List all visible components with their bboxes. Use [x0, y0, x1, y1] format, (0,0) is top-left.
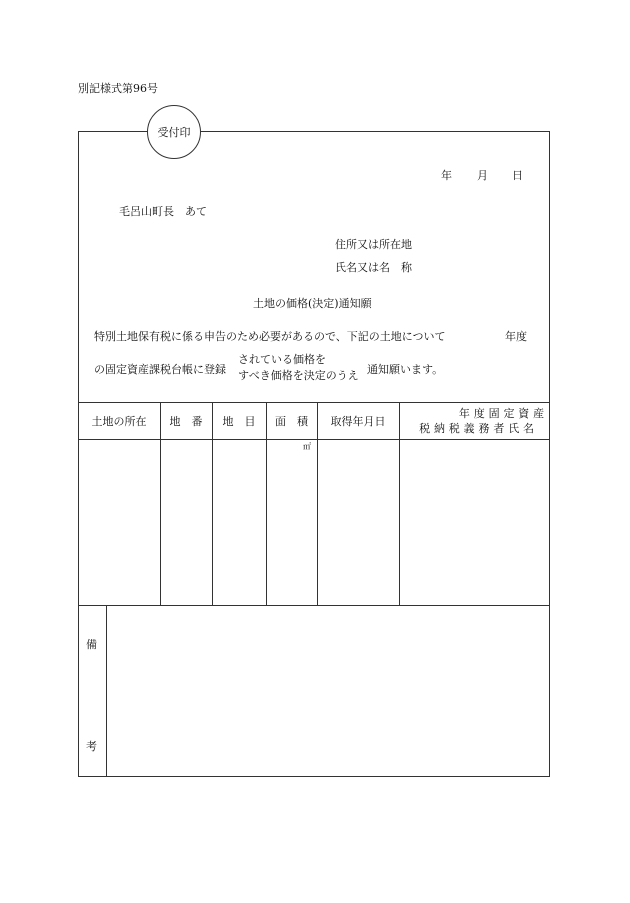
cell-acquisition-date[interactable] — [318, 440, 399, 605]
header-area-label: 面 積 — [275, 414, 308, 428]
body-line1-year: 年度 — [505, 330, 527, 343]
header-taxpayer — [399, 402, 550, 439]
header-land-category-label: 地 目 — [222, 414, 256, 428]
header-area — [266, 402, 317, 439]
date-month: 月 — [477, 169, 488, 182]
frame-top-right — [199, 131, 550, 132]
reception-stamp-label: 受付印 — [157, 126, 191, 139]
addressee: 毛呂山町長 あて — [119, 205, 207, 218]
option-decide: すべき価格を決定のうえ — [238, 369, 359, 382]
reception-stamp — [147, 105, 201, 159]
remarks-label-1: 備 — [86, 638, 97, 651]
cell-area[interactable] — [267, 440, 317, 605]
header-acquisition-date — [317, 402, 399, 439]
header-lot-number-label: 地 番 — [169, 414, 203, 428]
frame-top-left — [78, 131, 147, 132]
cell-location[interactable] — [79, 440, 160, 605]
header-land-category — [212, 402, 266, 439]
body-line2-prefix: の固定資産課税台帳に登録 — [94, 363, 226, 376]
option-registered: されている価格を — [238, 353, 326, 366]
cell-land-category[interactable] — [213, 440, 266, 605]
header-taxpayer-line2: 税納税義務者氏名 — [419, 421, 538, 435]
cell-lot-number[interactable] — [161, 440, 212, 605]
header-lot-number — [160, 402, 212, 439]
form-number: 別記様式第96号 — [78, 82, 158, 95]
header-taxpayer-line1: 年度固定資産 — [458, 406, 548, 420]
header-acquisition-date-label: 取得年月日 — [330, 414, 386, 428]
document-title: 土地の価格(決定)通知願 — [253, 297, 372, 310]
body-line2-suffix: 通知願います。 — [367, 363, 444, 376]
header-location-label: 土地の所在 — [91, 414, 147, 428]
date-day: 日 — [512, 169, 523, 182]
name-label: 氏名又は名 称 — [335, 261, 412, 274]
cell-taxpayer[interactable] — [400, 440, 550, 605]
header-location — [78, 402, 160, 439]
date-year: 年 — [441, 169, 452, 182]
remarks-label-2: 考 — [86, 740, 97, 753]
address-label: 住所又は所在地 — [335, 238, 412, 251]
remarks-field[interactable] — [107, 606, 550, 777]
body-line1: 特別土地保有税に係る申告のため必要があるので、下記の土地について — [94, 330, 446, 343]
area-unit: ㎡ — [303, 442, 311, 451]
